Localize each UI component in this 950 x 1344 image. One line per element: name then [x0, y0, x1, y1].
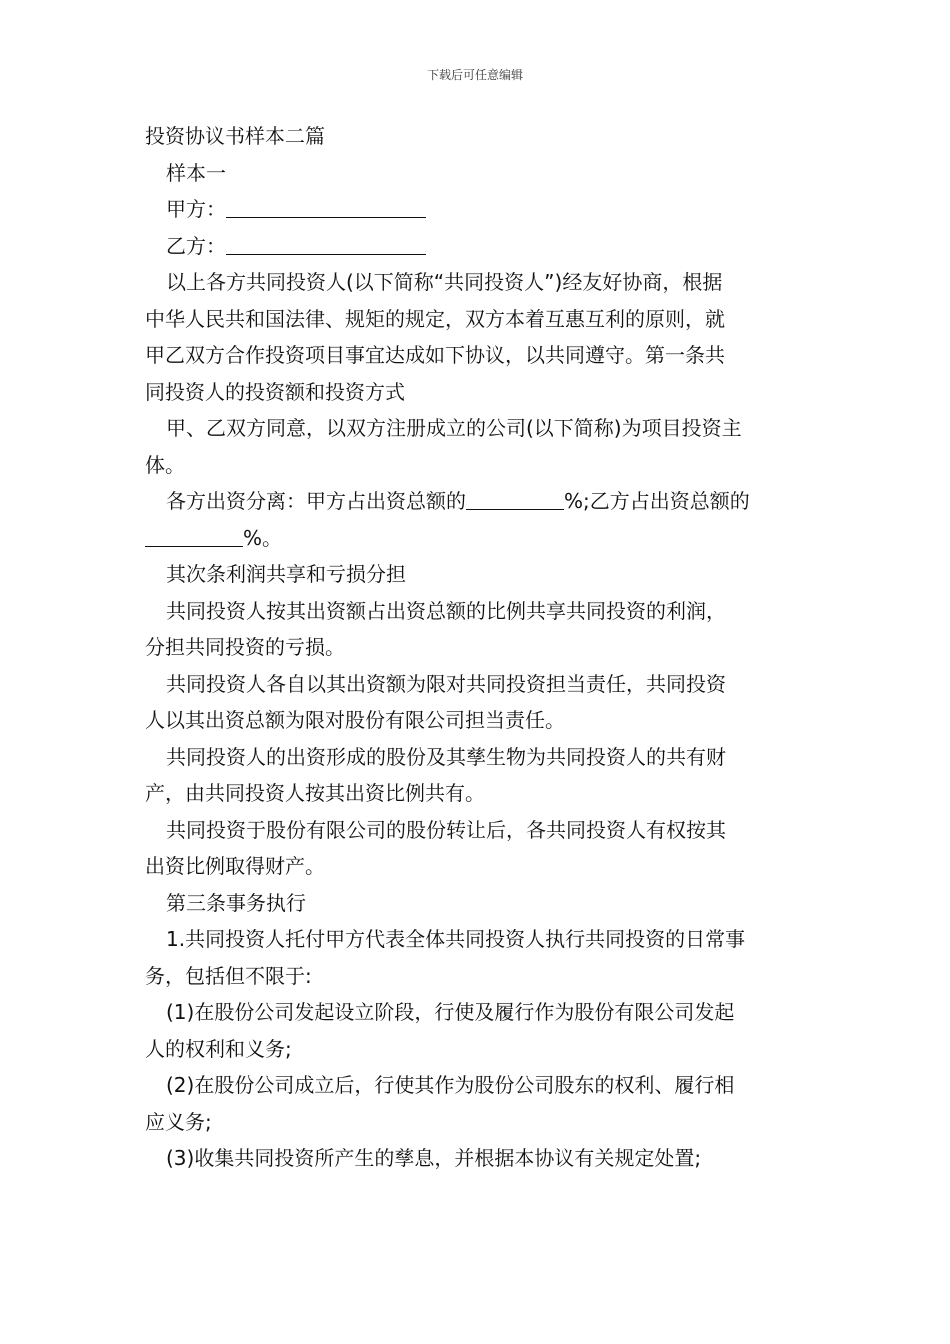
paragraph-line: 共同投资人各自以其出资额为限对共同投资担当责任，共同投资 [166, 671, 726, 696]
paragraph-line: 1.共同投资人托付甲方代表全体共同投资人执行共同投资的日常事 [166, 927, 746, 951]
paragraph-line: 人以其出资总额为限对股份有限公司担当责任。 [145, 708, 565, 732]
paragraph-line: 以上各方共同投资人(以下简称“共同投资人”)经友好协商，根据 [166, 270, 723, 294]
contribution-line [145, 483, 810, 520]
paragraph-line: 分担共同投资的亏损。 [145, 635, 345, 659]
contribution-text-c: %。 [243, 525, 283, 550]
party-a-label: 甲方： [166, 197, 226, 221]
paragraph-line: (3)收集共同投资所产生的孳息，并根据本协议有关规定处置; [166, 1146, 702, 1170]
document-title: 投资协议书样本二篇 [145, 124, 325, 148]
party-b-label: 乙方： [166, 233, 226, 258]
paragraph-line: 出资比例取得财产。 [145, 854, 325, 878]
paragraph-line: 人的权利和义务; [145, 1036, 292, 1061]
section-heading: 第三条事务执行 [166, 890, 306, 915]
party-b-blank [226, 234, 426, 255]
paragraph-line: 共同投资人按其出资额占出资总额的比例共享共同投资的利润， [166, 598, 726, 623]
paragraph-line: 产，由共同投资人按其出资比例共有。 [145, 781, 485, 805]
paragraph-line: (2)在股份公司成立后，行使其作为股份公司股东的权利、履行相 [166, 1073, 735, 1097]
paragraph-line: 中华人民共和国法律、规矩的规定，双方本着互惠互利的原则，就 [145, 306, 725, 331]
party-a-percent-blank [466, 489, 564, 510]
sample-label: 样本一 [166, 160, 226, 185]
party-b-percent-blank [145, 526, 243, 547]
section-heading: 其次条利润共享和亏损分担 [166, 562, 406, 586]
party-b-line [145, 228, 810, 265]
paragraph-line: 务，包括但不限于: [145, 963, 312, 988]
paragraph-line: 甲乙双方合作投资项目事宜达成如下协议，以共同遵守。第一条共 [145, 343, 725, 367]
paragraph-line: 同投资人的投资额和投资方式 [145, 379, 405, 404]
contribution-line-2 [145, 520, 810, 557]
party-a-blank [226, 197, 426, 218]
paragraph-line: 体。 [145, 452, 185, 477]
contribution-text-a: 各方出资分离：甲方占出资总额的 [166, 489, 466, 513]
page-header-note: 下载后可任意编辑 [426, 68, 523, 82]
paragraph-line: 共同投资于股份有限公司的股份转让后，各共同投资人有权按其 [166, 817, 726, 842]
paragraph-line: (1)在股份公司发起设立阶段，行使及履行作为股份有限公司发起 [166, 1000, 735, 1024]
contribution-text-b: %;乙方占出资总额的 [564, 489, 750, 513]
document-body [145, 118, 810, 1177]
paragraph-line: 共同投资人的出资形成的股份及其孳生物为共同投资人的共有财 [166, 744, 726, 769]
paragraph-line: 甲、乙双方同意，以双方注册成立的公司(以下简称)为项目投资主 [166, 416, 742, 440]
paragraph-line: 应义务; [145, 1109, 212, 1134]
party-a-line [145, 191, 810, 228]
